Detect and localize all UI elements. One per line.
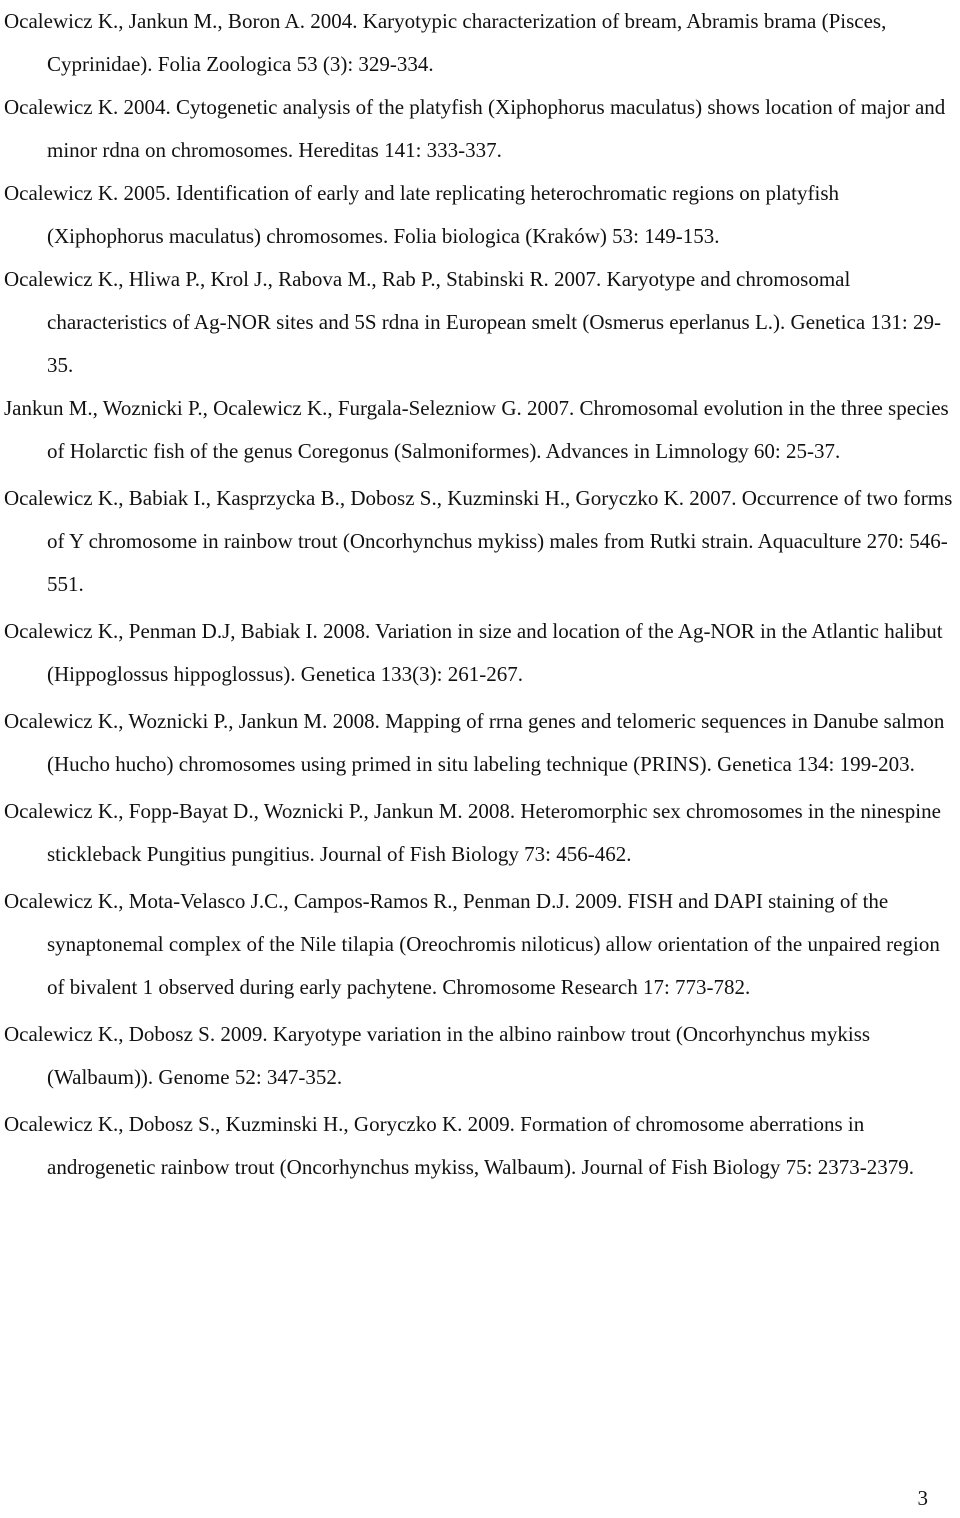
page-number: 3	[917, 1486, 928, 1510]
reference-entry: Jankun M., Woznicki P., Ocalewicz K., Furgala-Selezniow G. 2007. Chromosomal evolution in the three species of Holarctic fish of the genus Coregonus (Salmoniformes). Advances in Limnology 60: 25-37.	[4, 396, 949, 463]
reference-list	[4, 0, 956, 1189]
reference-entry: Ocalewicz K., Penman D.J, Babiak I. 2008. Variation in size and location of the Ag-NOR in the Atlantic halibut (Hippoglossus hippoglossus). Genetica 133(3): 261-267.	[4, 619, 943, 686]
reference-entry: Ocalewicz K., Mota-Velasco J.C., Campos-Ramos R., Penman D.J. 2009. FISH and DAPI staining of the synaptonemal complex of the Nile tilapia (Oreochromis niloticus) allow orientation of the unpaired region of bivalent 1 observed during early pachytene. Chromosome Research 17: 773-782.	[4, 889, 940, 999]
reference-entry: Ocalewicz K., Babiak I., Kasprzycka B., Dobosz S., Kuzminski H., Goryczko K. 2007. Occurrence of two forms of Y chromosome in rainbow trout (Oncorhynchus mykiss) males from Rutki strain. Aquaculture 270: 546-551.	[4, 486, 953, 596]
reference-entry: Ocalewicz K., Dobosz S., Kuzminski H., Goryczko K. 2009. Formation of chromosome aberrations in androgenetic rainbow trout (Oncorhynchus mykiss, Walbaum). Journal of Fish Biology 75: 2373-2379.	[4, 1112, 914, 1179]
reference-entry: Ocalewicz K., Dobosz S. 2009. Karyotype variation in the albino rainbow trout (Oncorhynchus mykiss (Walbaum)). Genome 52: 347-352.	[4, 1022, 871, 1089]
reference-entry: Ocalewicz K., Fopp-Bayat D., Woznicki P., Jankun M. 2008. Heteromorphic sex chromosomes in the ninespine stickleback Pungitius pungitius. Journal of Fish Biology 73: 456-462.	[4, 799, 941, 866]
reference-entry: Ocalewicz K., Woznicki P., Jankun M. 2008. Mapping of rrna genes and telomeric sequences in Danube salmon (Hucho hucho) chromosomes using primed in situ labeling technique (PRINS). Genetica 134: 199-203.	[4, 709, 945, 776]
reference-entry: Ocalewicz K., Hliwa P., Krol J., Rabova M., Rab P., Stabinski R. 2007. Karyotype and chromosomal characteristics of Ag-NOR sites and 5S rdna in European smelt (Osmerus eperlanus L.). Genetica 131: 29-35.	[4, 267, 941, 377]
reference-entry: Ocalewicz K. 2005. Identification of early and late replicating heterochromatic regions on platyfish (Xiphophorus maculatus) chromosomes. Folia biologica (Kraków) 53: 149-153.	[4, 181, 840, 248]
reference-entry: Ocalewicz K., Jankun M., Boron A. 2004. Karyotypic characterization of bream, Abramis brama (Pisces, Cyprinidae). Folia Zoologica 53 (3): 329-334.	[4, 9, 887, 76]
reference-entry: Ocalewicz K. 2004. Cytogenetic analysis of the platyfish (Xiphophorus maculatus) shows location of major and minor rdna on chromosomes. Hereditas 141: 333-337.	[4, 95, 946, 162]
